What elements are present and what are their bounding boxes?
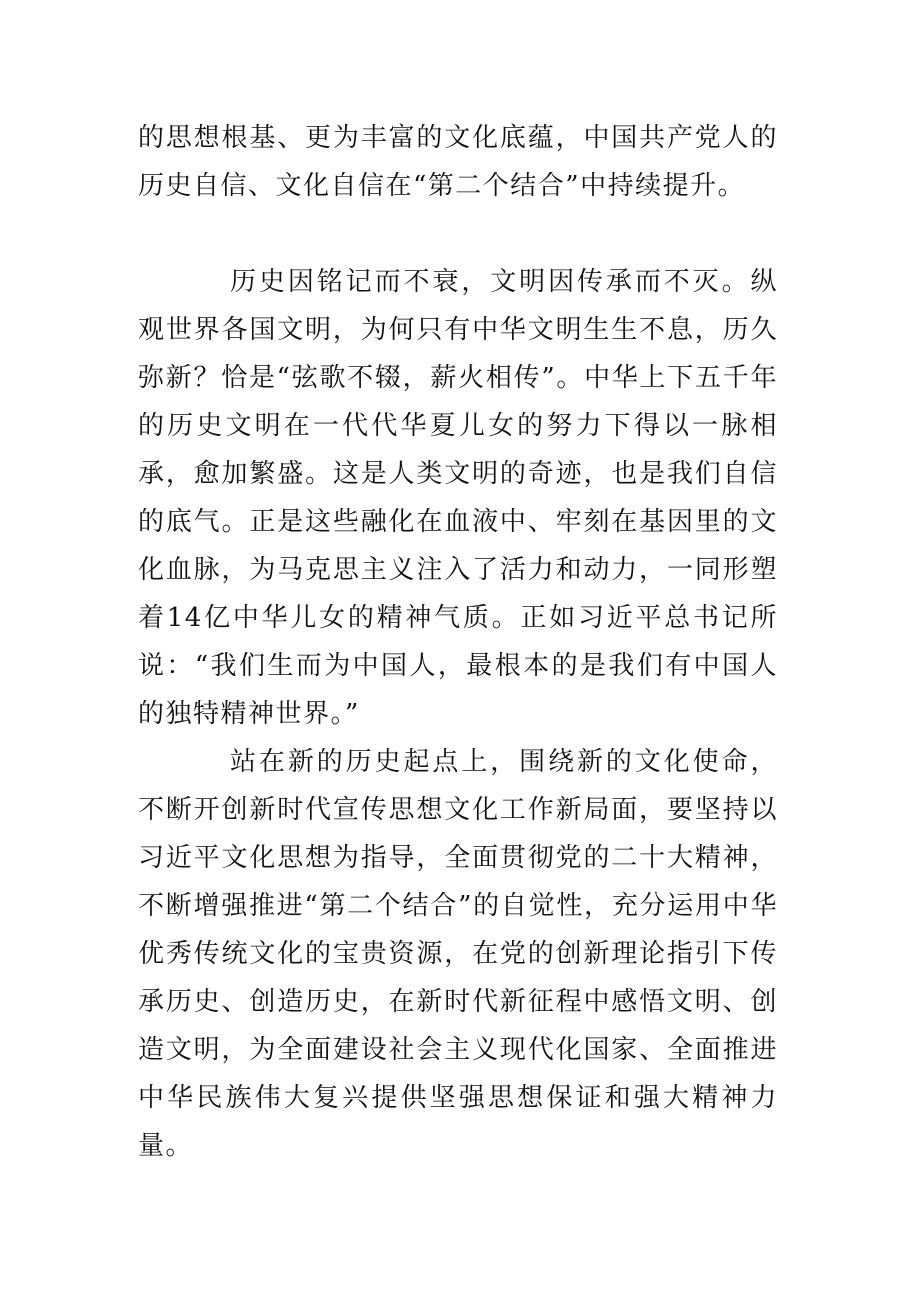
paragraph-new-cultural-mission: 站在新的历史起点上，围绕新的文化使命，不断开创新时代宣传思想文化工作新局面，要坚持以习近平文化思想为指导，全面贯彻党的二十大精神，不断增强推进“第二个结合”的自觉性，充分运用中华优秀传统文化的宝贵资源，在党的创新理论指引下传承历史、创造历史，在新时代新征程中感悟文明、创造文明，为全面建设社会主义现代化国家、全面推进中华民族伟大复兴提供坚强思想保证和强大精神力量。 [138, 747, 778, 1161]
paragraph-continuation: 的思想根基、更为丰富的文化底蕴，中国共产党人的历史自信、文化自信在“第二个结合”中持续提升。 [138, 123, 778, 201]
paragraph-civilization-heritage: 历史因铭记而不衰，文明因传承而不灭。纵观世界各国文明，为何只有中华文明生生不息，历久弥新？恰是“弦歌不辍，薪火相传”。中华上下五千年的历史文明在一代代华夏儿女的努力下得以一脉相承，愈加繁盛。这是人类文明的奇迹，也是我们自信的底气。正是这些融化在血液中、牢刻在基因里的文化血脉，为马克思主义注入了活力和动力，一同形塑着14亿中华儿女的精神气质。正如习近平总书记所说：“我们生而为中国人，最根本的是我们有中国人的独特精神世界。” [138, 267, 778, 729]
